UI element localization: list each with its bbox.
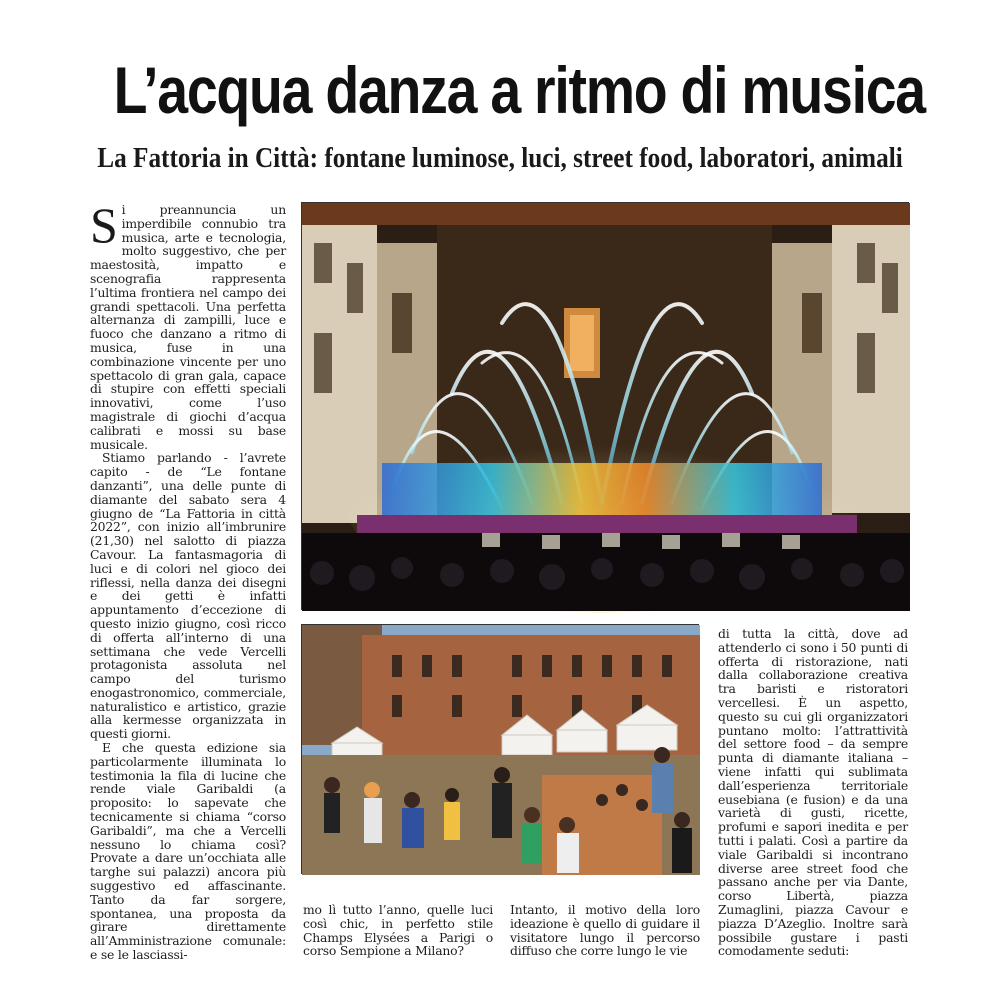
paragraph-1 xyxy=(90,197,286,452)
subheadline: La Fattoria in Città: fontane luminose, luci, street food, laboratori, animali xyxy=(97,142,903,174)
fountain-photo xyxy=(301,202,909,610)
column-4-text: di tutta la città, dove ad attenderlo ci sono i 50 punti di offerta di ristorazione, nati dalla collaborazione creativa tra baristi e ristoratori vercellesi. È un aspetto, questo su cui gli organizzatori puntano molto: l’attrattività del settore food – da sempre punta di diamante italiana – viene infatti qui sublimata dall’esperienza territoriale eusebiana (e fusion) e da una varietà di gusti, ricette, profumi e sapori inedita e per tutti i palati. Così a partire da viale Garibaldi si incontrano diverse aree street food che passano anche per via Dante, corso Libertà, piazza Zumaglini, piazza Cavour e piazza D’Azeglio. Inoltre sarà possibile gustare i pasti comodamente seduti: xyxy=(718,626,908,959)
dropcap: S xyxy=(90,197,118,253)
paragraph-3: E che questa edizione sia particolarmente illuminata lo testimonia la fila di lucine che rende viale Garibaldi (a proposito: lo sapevate che tecnicamente si chiama “corso Garibaldi”, ma che a Vercelli nessuno lo chiama così? Provate a dare un’occhiata alle targhe sui palazzi) ancora più suggestivo ed affascinante. Tanto da far sorgere, spontanea, una proposta da girare direttamente all’Amministrazione comunale: e se le lasciassi- xyxy=(90,740,286,963)
market-photo xyxy=(301,624,699,874)
article-column-3 xyxy=(510,902,700,959)
article-column-1 xyxy=(90,197,286,963)
paragraph-2: Stiamo parlando - l’avrete capito - de “Le fontane danzanti”, una delle punte di diamante del sabato sera 4 giugno de “La Fattoria in città 2022”, con inizio all’imbrunire (21,30) nel salotto di piazza Cavour. La fantasmagoria di luci e di colori nel gioco dei riflessi, nella danza dei disegni e dei getti è infatti appuntamento d’eccezione di questo inizio giugno, così ricco di offerta all’interno di una settimana che vede Vercelli protagonista assoluta nel campo del turismo enogastronomico, commerciale, naturalistico e artistico, grazie alla kermesse organizzata in questi giorni. xyxy=(90,450,286,742)
paragraph-1-text: i preannuncia un imperdibile connubio tra musica, arte e tecnologia, molto suggestivo, che per maestosità, impatto e scenografia rappresenta l’ultima frontiera nel campo dei grandi spettacoli. Una perfetta alternanza di zampilli, luce e fuoco che danzano a ritmo di musica, fuse in una combinazione vincente per uno spettacolo di gran gala, capace di stupire con effetti speciali innovativi, come l’uso magistrale di giochi d’acqua calibrati e mossi su base musicale. xyxy=(90,202,286,452)
column-2-text: mo lì tutto l’anno, quelle luci così chic, in perfetto stile Champs Elysées a Parigi o corso Sempione a Milano? xyxy=(303,902,493,959)
article-column-4 xyxy=(718,626,908,959)
article-column-2 xyxy=(303,902,493,959)
headline: L’acqua danza a ritmo di musica xyxy=(113,53,925,127)
column-3-text: Intanto, il motivo della loro ideazione è quello di guidare il visitatore lungo il percorso diffuso che corre lungo le vie xyxy=(510,902,700,959)
